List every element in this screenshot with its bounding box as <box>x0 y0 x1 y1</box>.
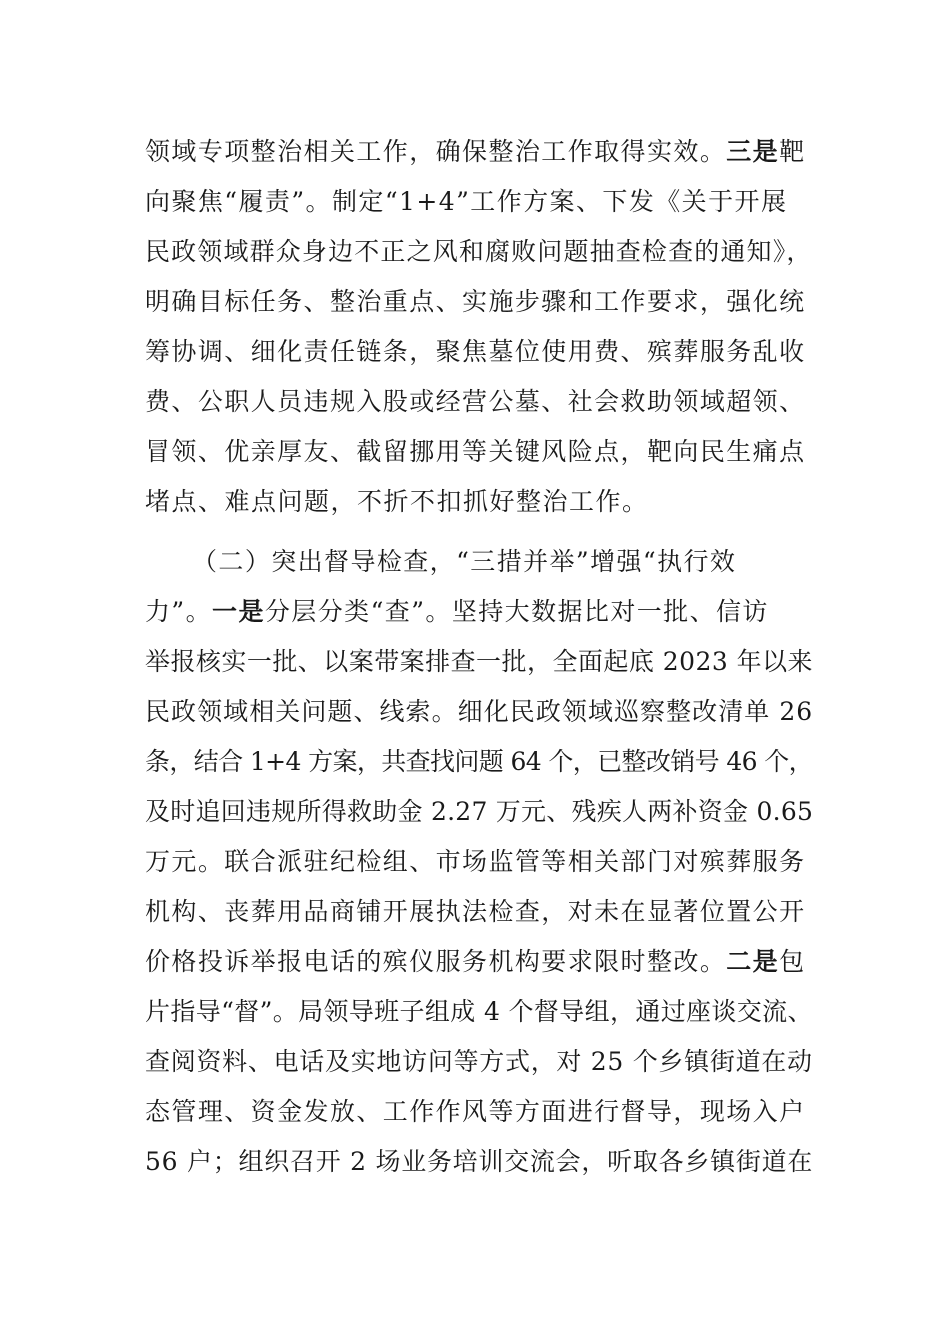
text-line <box>145 945 815 979</box>
text-segment: 万元。联合派驻纪检组、市场监管等相关部门对殡葬服务 <box>145 847 806 876</box>
text-line <box>145 595 815 629</box>
text-segment: 条，结合 1+4 方案，共查找问题 64 个，已整改销号 46 个， <box>145 747 814 776</box>
text-segment: 领域专项整治相关工作，确保整治工作取得实效。 <box>145 137 727 166</box>
text-segment: 堵点、难点问题，不折不扣抓好整治工作。 <box>145 487 649 516</box>
text-segment: 态管理、资金发放、工作作风等方面进行督导，现场入户 <box>145 1097 806 1126</box>
text-segment: 及时追回违规所得救助金 2.27 万元、残疾人两补资金 0.65 <box>145 797 814 826</box>
text-line <box>192 545 862 579</box>
bold-lead-phrase: 一是 <box>212 597 265 626</box>
text-segment: 筹协调、细化责任链条，聚焦墓位使用费、殡葬服务乱收 <box>145 337 806 366</box>
text-segment: 靶 <box>779 137 806 166</box>
text-segment: 冒领、优亲厚友、截留挪用等关键风险点，靶向民生痛点 <box>145 437 806 466</box>
bold-lead-phrase: 三是 <box>726 137 780 166</box>
bold-lead-phrase: 二是 <box>726 947 780 976</box>
text-line <box>145 435 815 469</box>
text-line <box>145 385 815 419</box>
text-segment: 价格投诉举报电话的殡仪服务机构要求限时整改。 <box>145 947 727 976</box>
text-line <box>145 695 815 729</box>
text-segment: 明确目标任务、整治重点、实施步骤和工作要求，强化统 <box>145 287 806 316</box>
text-line <box>145 795 815 829</box>
text-segment: 力”。 <box>145 597 213 626</box>
text-segment: 分层分类“查”。坚持大数据比对一批、信访 <box>264 597 769 626</box>
text-segment: 机构、丧葬用品商铺开展执法检查，对未在显著位置公开 <box>145 897 806 926</box>
text-segment: 包 <box>779 947 806 976</box>
text-line <box>145 895 815 929</box>
text-segment: 片指导“督”。局领导班子组成 4 个督导组，通过座谈交流、 <box>145 997 813 1026</box>
text-line <box>145 485 815 519</box>
text-segment: （二）突出督导检查，“三措并举”增强“执行效 <box>192 547 737 576</box>
text-line <box>145 1045 815 1079</box>
text-line <box>145 645 815 679</box>
text-segment: 举报核实一批、以案带案排查一批，全面起底 2023 年以来 <box>145 647 814 676</box>
text-line <box>145 285 815 319</box>
text-segment: 民政领域相关问题、线索。细化民政领域巡察整改清单 26 <box>145 697 814 726</box>
text-line <box>145 335 815 369</box>
text-line <box>145 1145 815 1179</box>
text-line <box>145 185 815 219</box>
text-segment: 查阅资料、电话及实地访问等方式，对 25 个乡镇街道在动 <box>145 1047 813 1076</box>
text-segment: 56 户；组织召开 2 场业务培训交流会，听取各乡镇街道在 <box>145 1147 814 1176</box>
text-line <box>145 135 815 169</box>
text-line <box>145 1095 815 1129</box>
text-segment: 费、公职人员违规入股或经营公墓、社会救助领域超领、 <box>145 387 806 416</box>
text-line <box>145 995 815 1029</box>
text-line <box>145 745 815 779</box>
text-line <box>145 845 815 879</box>
text-segment: 向聚焦“履责”。制定“1+4”工作方案、下发《关于开展 <box>145 187 788 216</box>
text-segment: 民政领域群众身边不正之风和腐败问题抽查检查的通知》， <box>145 237 813 266</box>
text-line <box>145 235 815 269</box>
